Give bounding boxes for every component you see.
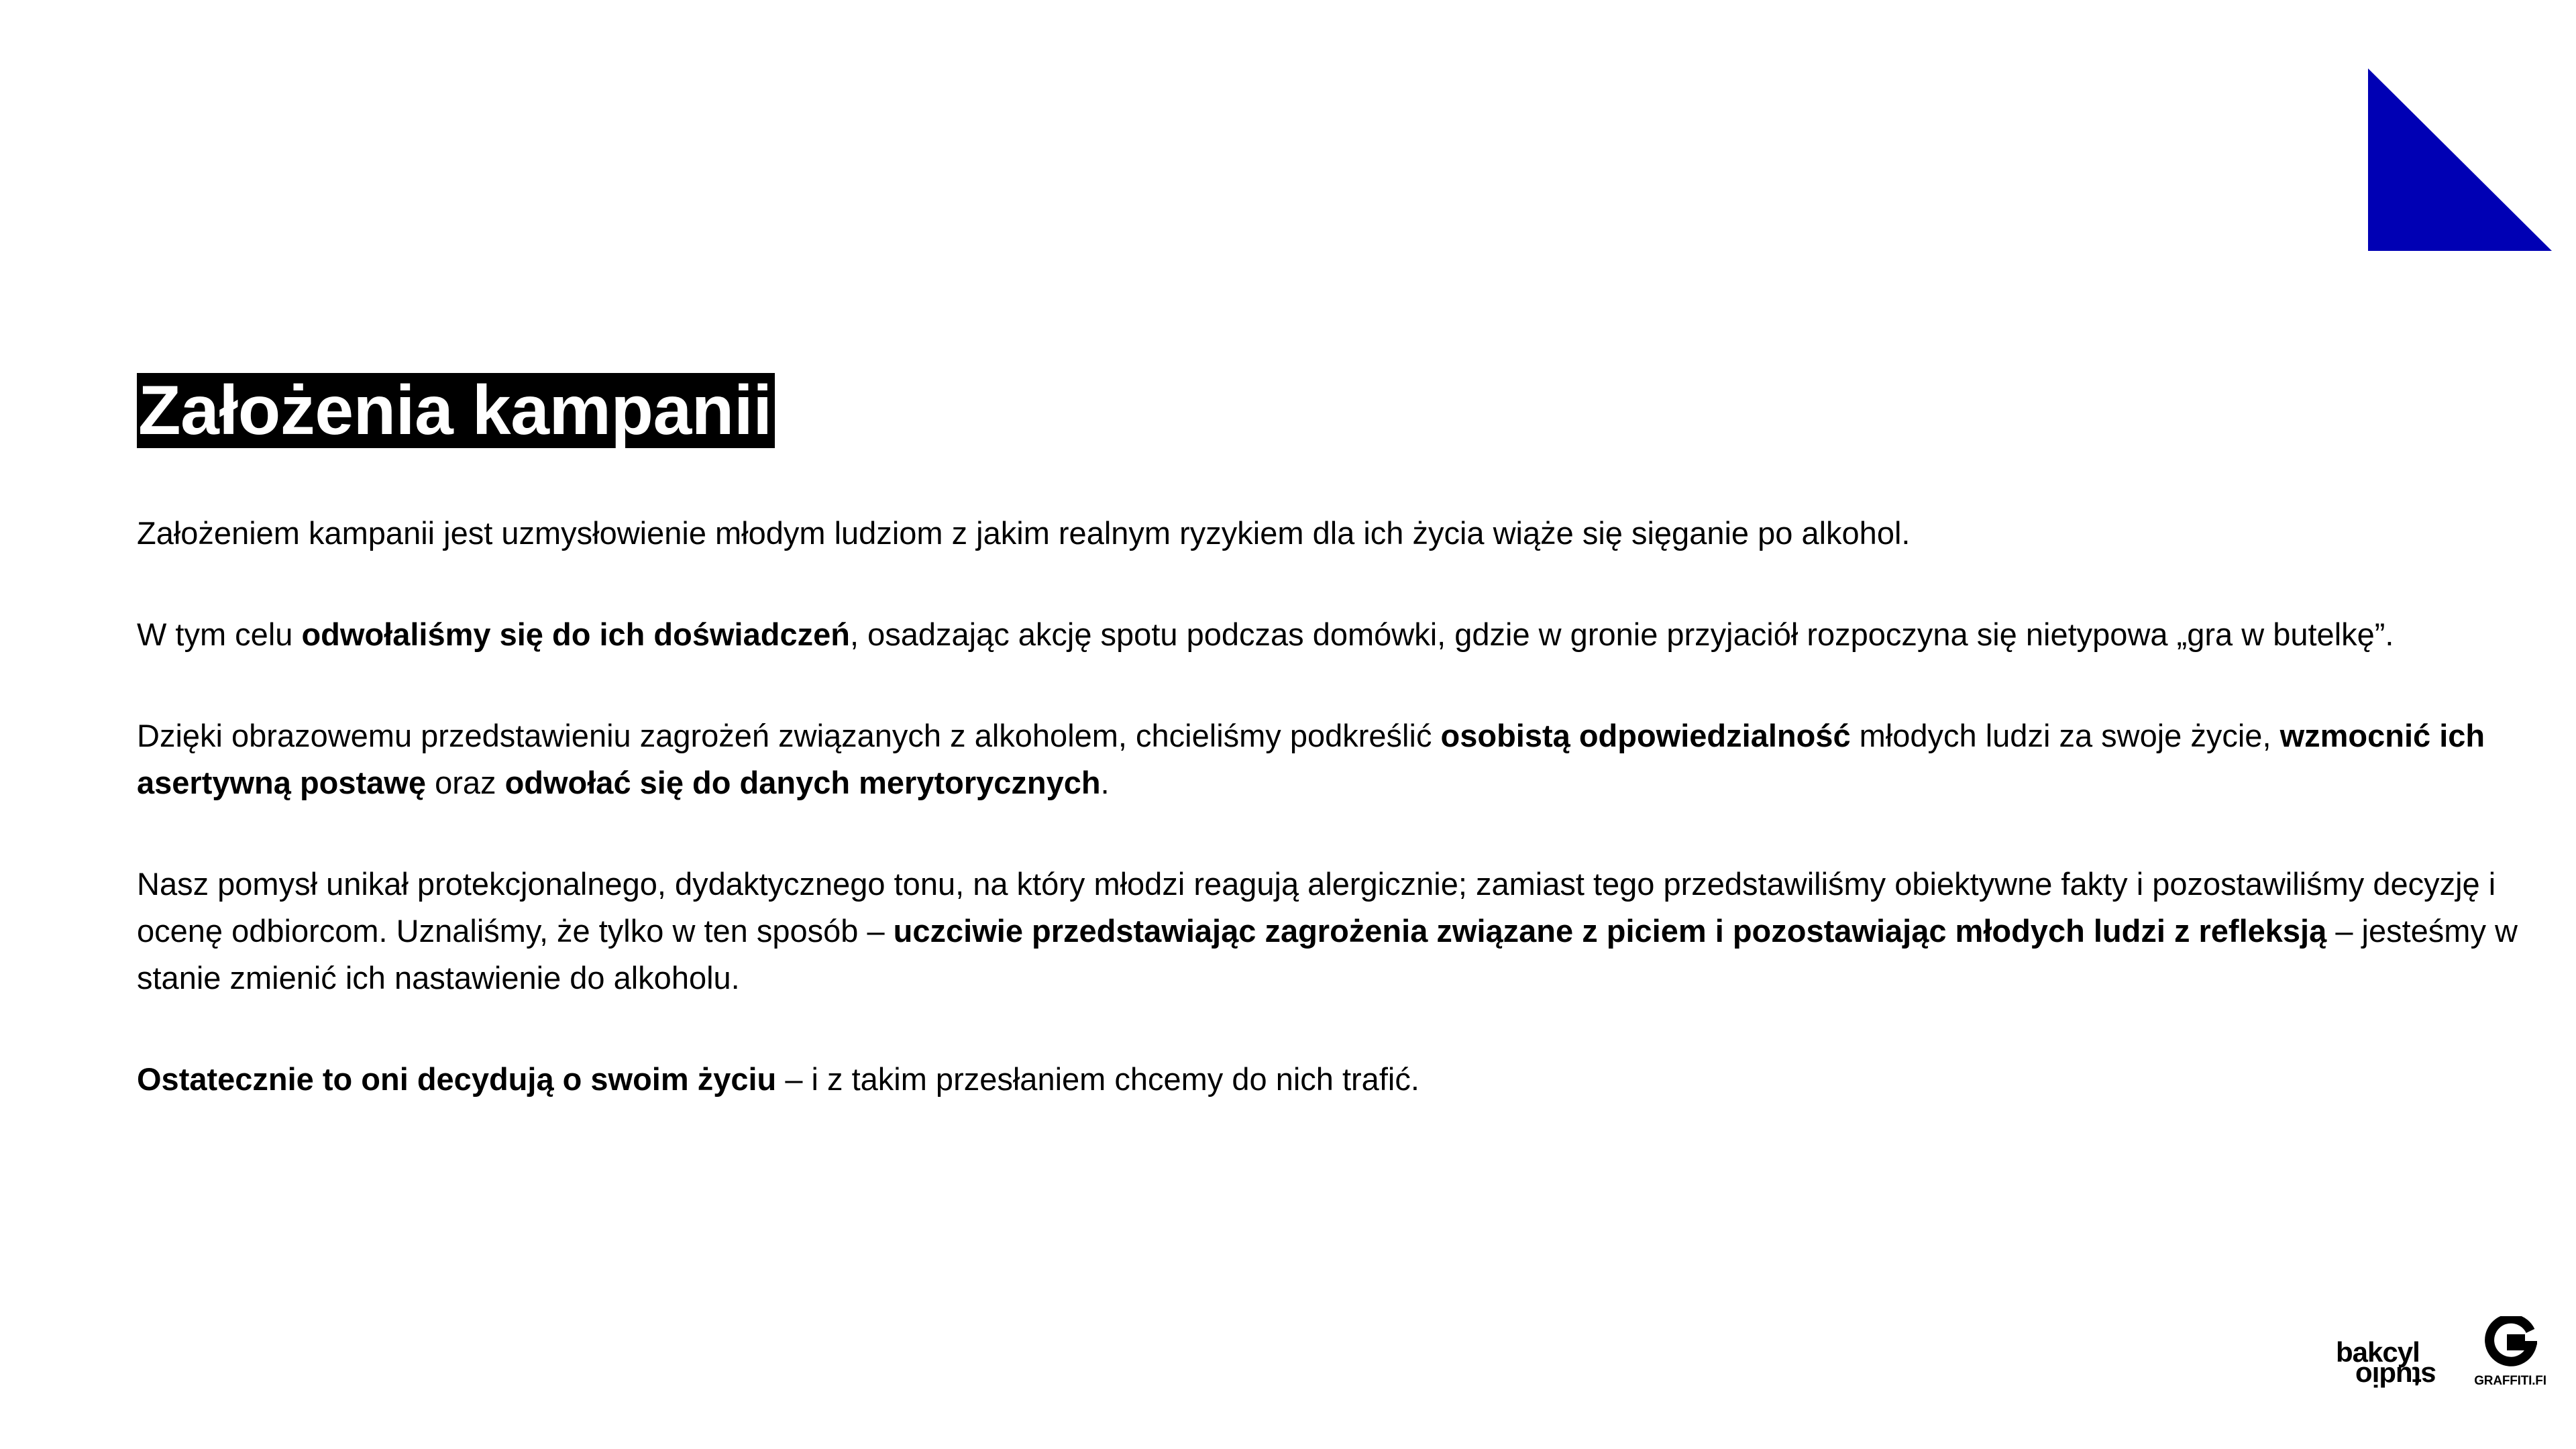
- title-block: [137, 373, 775, 448]
- emphasis-text: osobistą odpowiedzialność: [1440, 718, 1851, 753]
- paragraph-2: [137, 611, 2525, 658]
- paragraph-text: Dzięki obrazowemu przedstawieniu zagrożeń związanych z alkoholem, chcieliśmy podkreślić: [137, 718, 1441, 753]
- page-title: Założenia kampanii: [137, 373, 775, 448]
- corner-triangle-decoration: [2368, 68, 2552, 251]
- paragraph-text: oraz: [426, 765, 505, 800]
- paragraph-text: Założeniem kampanii jest uzmysłowienie młodym ludziom z jakim realnym ryzykiem dla ich życia wiąże się sięganie po alkohol.: [137, 515, 1911, 551]
- graffiti-g-icon: [2483, 1316, 2537, 1370]
- bakcyl-logo-bottom: studio: [2356, 1361, 2436, 1393]
- paragraph-text: – i z takim przesłaniem chcemy do nich trafić.: [776, 1061, 1419, 1097]
- graffiti-logo: [2469, 1316, 2552, 1397]
- emphasis-text: odwołać się do danych merytorycznych: [504, 765, 1101, 800]
- bakcyl-studio-logo: [2336, 1336, 2436, 1393]
- paragraph-5: [137, 1056, 2525, 1103]
- bakcyl-logo-top: bakcyl: [2336, 1336, 2420, 1368]
- graffiti-brand-label: GRAFFITI.FI: [2474, 1374, 2546, 1388]
- paragraph-text: Nasz pomysł unikał protekcjonalnego, dydaktycznego tonu, na który młodzi reagują alergicznie; zamiast tego przedstawiliśmy obiektywne fakty i pozostawiliśmy decyzję i ocenę odbiorcom. Uznaliśmy, że tylko w ten sposób –: [137, 866, 2496, 949]
- paragraph-text: młodych ludzi za swoje życie,: [1850, 718, 2280, 753]
- emphasis-text: wzmocnić ich asertywną postawę: [137, 718, 2485, 800]
- paragraph-text: , osadzając akcję spotu podczas domówki, gdzie w gronie przyjaciół rozpoczyna się nietypowa „gra w butelkę”.: [849, 616, 2394, 652]
- emphasis-text: uczciwie przedstawiając zagrożenia związane z piciem i pozostawiając młodych ludzi z refleksją: [893, 913, 2327, 949]
- paragraph-3: [137, 712, 2525, 806]
- paragraph-4: [137, 861, 2525, 1002]
- paragraph-text: W tym celu: [137, 616, 302, 652]
- emphasis-text: Ostatecznie to oni decydują o swoim życiu: [137, 1061, 777, 1097]
- paragraph-text: – jesteśmy w stanie zmienić ich nastawienie do alkoholu.: [137, 913, 2518, 996]
- paragraph-1: [137, 510, 2525, 557]
- body-text: [137, 510, 2525, 1157]
- paragraph-text: .: [1100, 765, 1110, 800]
- emphasis-text: odwołaliśmy się do ich doświadczeń: [301, 616, 850, 652]
